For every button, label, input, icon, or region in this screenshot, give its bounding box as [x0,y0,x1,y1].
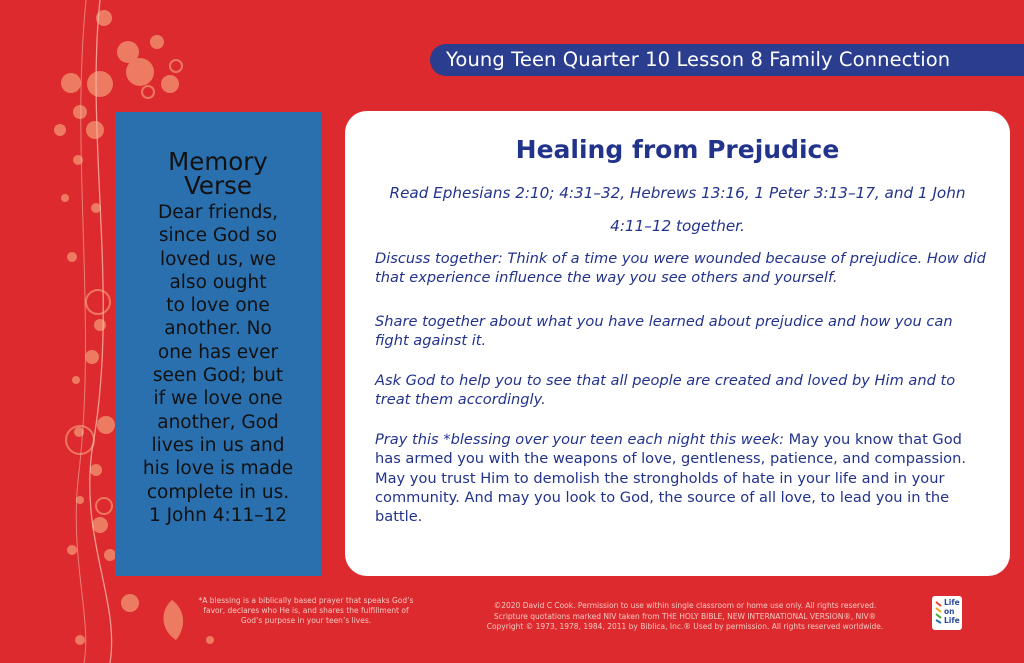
scripture-reading-line: Read Ephesians 2:10; 4:31–32, Hebrews 13:16, 1 Peter 3:13–17, and 1 John 4:11–12 together. [389,184,966,235]
life-on-life-logo [932,596,962,630]
life-on-life-logo-icon [934,600,943,624]
memory-verse-box [115,112,321,576]
copyright-line: ©2020 David C Cook. Permission to use within single classroom or home use only. All rights reserved. [493,601,877,610]
pray-paragraph [375,430,988,526]
discuss-paragraph: Discuss together: Think of a time you were wounded because of prejudice. How did that experience influence the way you see others and yourself. [375,250,986,287]
pray-lead: Pray this *blessing over your teen each night this week: [375,431,785,448]
lesson-card [345,111,1010,576]
memory-verse-title: Memory Verse [168,147,268,200]
share-paragraph: Share together about what you have learned about prejudice and how you can fight against it. [375,313,953,350]
life-on-life-logo-text: Life on Life [944,598,960,625]
lesson-header-band: Young Teen Quarter 10 Lesson 8 Family Connection [430,44,1024,76]
copyright-line: Scripture quotations marked NIV taken from THE HOLY BIBLE, NEW INTERNATIONAL VERSION®, NIV® [493,611,877,621]
memory-verse-text: Dear friends, since God so loved us, we also ought to love one another. No one has ever seen God; but if we love one another, God lives in us and his love is made complete in us. [142,202,294,503]
blessing-footnote: *A blessing is a biblically based prayer that speaks God’s favor, declares who He is, and shares the fulfillment of God’s purpose in your teen’s lives. [198,596,414,625]
pray-text: May you know that God has armed you with the weapons of love, gentleness, patience, and compassion. May you trust Him to demolish the strongholds of hate in your life and in your community. And may you look to God, the source of all love, to lead you in the battle. [375,431,966,526]
memory-verse-reference: 1 John 4:11–12 [148,504,288,526]
copyright-notice [440,601,930,633]
ask-paragraph: Ask God to help you to see that all people are created and loved by Him and to treat them accordingly. [375,372,956,409]
copyright-line: Copyright © 1973, 1978, 1984, 2011 by Biblica, Inc.® Used by permission. All rights reserved worldwide. [486,622,884,631]
lesson-title: Healing from Prejudice [515,135,840,164]
